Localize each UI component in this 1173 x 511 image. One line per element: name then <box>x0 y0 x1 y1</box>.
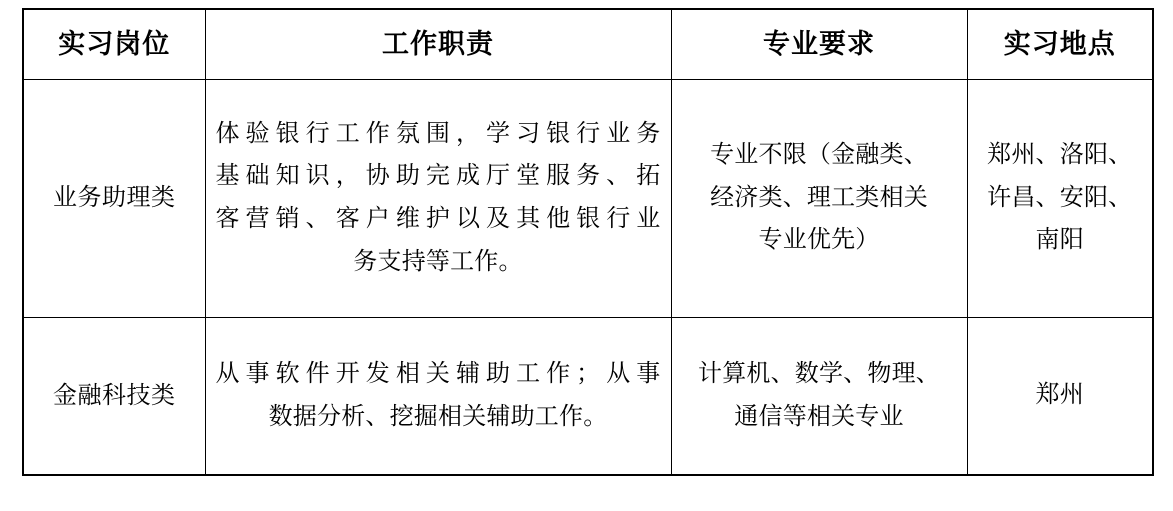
duty-line: 体验银行工作氛围，学习银行业务 <box>215 120 661 147</box>
document-page <box>0 8 1173 511</box>
table-row <box>23 317 1153 475</box>
cell-role: 业务助理类 <box>23 79 205 317</box>
cell-duty <box>205 317 671 475</box>
column-header-major: 专业要求 <box>671 9 967 79</box>
major-line: 专业不限（金融类、 <box>710 141 928 168</box>
cell-major <box>671 317 967 475</box>
duty-line: 基础知识，协助完成厅堂服务、拓 <box>215 163 661 190</box>
major-line: 经济类、理工类相关 <box>710 184 928 211</box>
table-body <box>23 79 1153 475</box>
duty-line: 客营销、客户维护以及其他银行业 <box>215 206 661 232</box>
location-line: 南阳 <box>1035 227 1084 254</box>
table-header-row <box>23 9 1153 79</box>
location-line: 郑州、洛阳、 <box>987 141 1133 168</box>
duty-line: 数据分析、挖掘相关辅助工作。 <box>268 403 608 430</box>
location-line: 郑州 <box>1035 382 1084 409</box>
major-line: 通信等相关专业 <box>734 403 904 430</box>
column-header-role: 实习岗位 <box>23 9 205 79</box>
duty-line: 从事软件开发相关辅助工作；从事 <box>215 361 661 388</box>
major-line: 专业优先） <box>758 227 880 254</box>
table-row <box>23 79 1153 317</box>
cell-location <box>967 317 1153 475</box>
cell-role: 金融科技类 <box>23 317 205 475</box>
duty-line: 务支持等工作。 <box>353 248 523 275</box>
cell-location <box>967 79 1153 317</box>
table-header <box>23 9 1153 79</box>
column-header-location: 实习地点 <box>967 9 1153 79</box>
cell-major <box>671 79 967 317</box>
internship-positions-table <box>22 8 1154 476</box>
major-line: 计算机、数学、物理、 <box>698 361 940 388</box>
location-line: 许昌、安阳、 <box>987 184 1133 211</box>
column-header-duty: 工作职责 <box>205 9 671 79</box>
cell-duty <box>205 79 671 317</box>
